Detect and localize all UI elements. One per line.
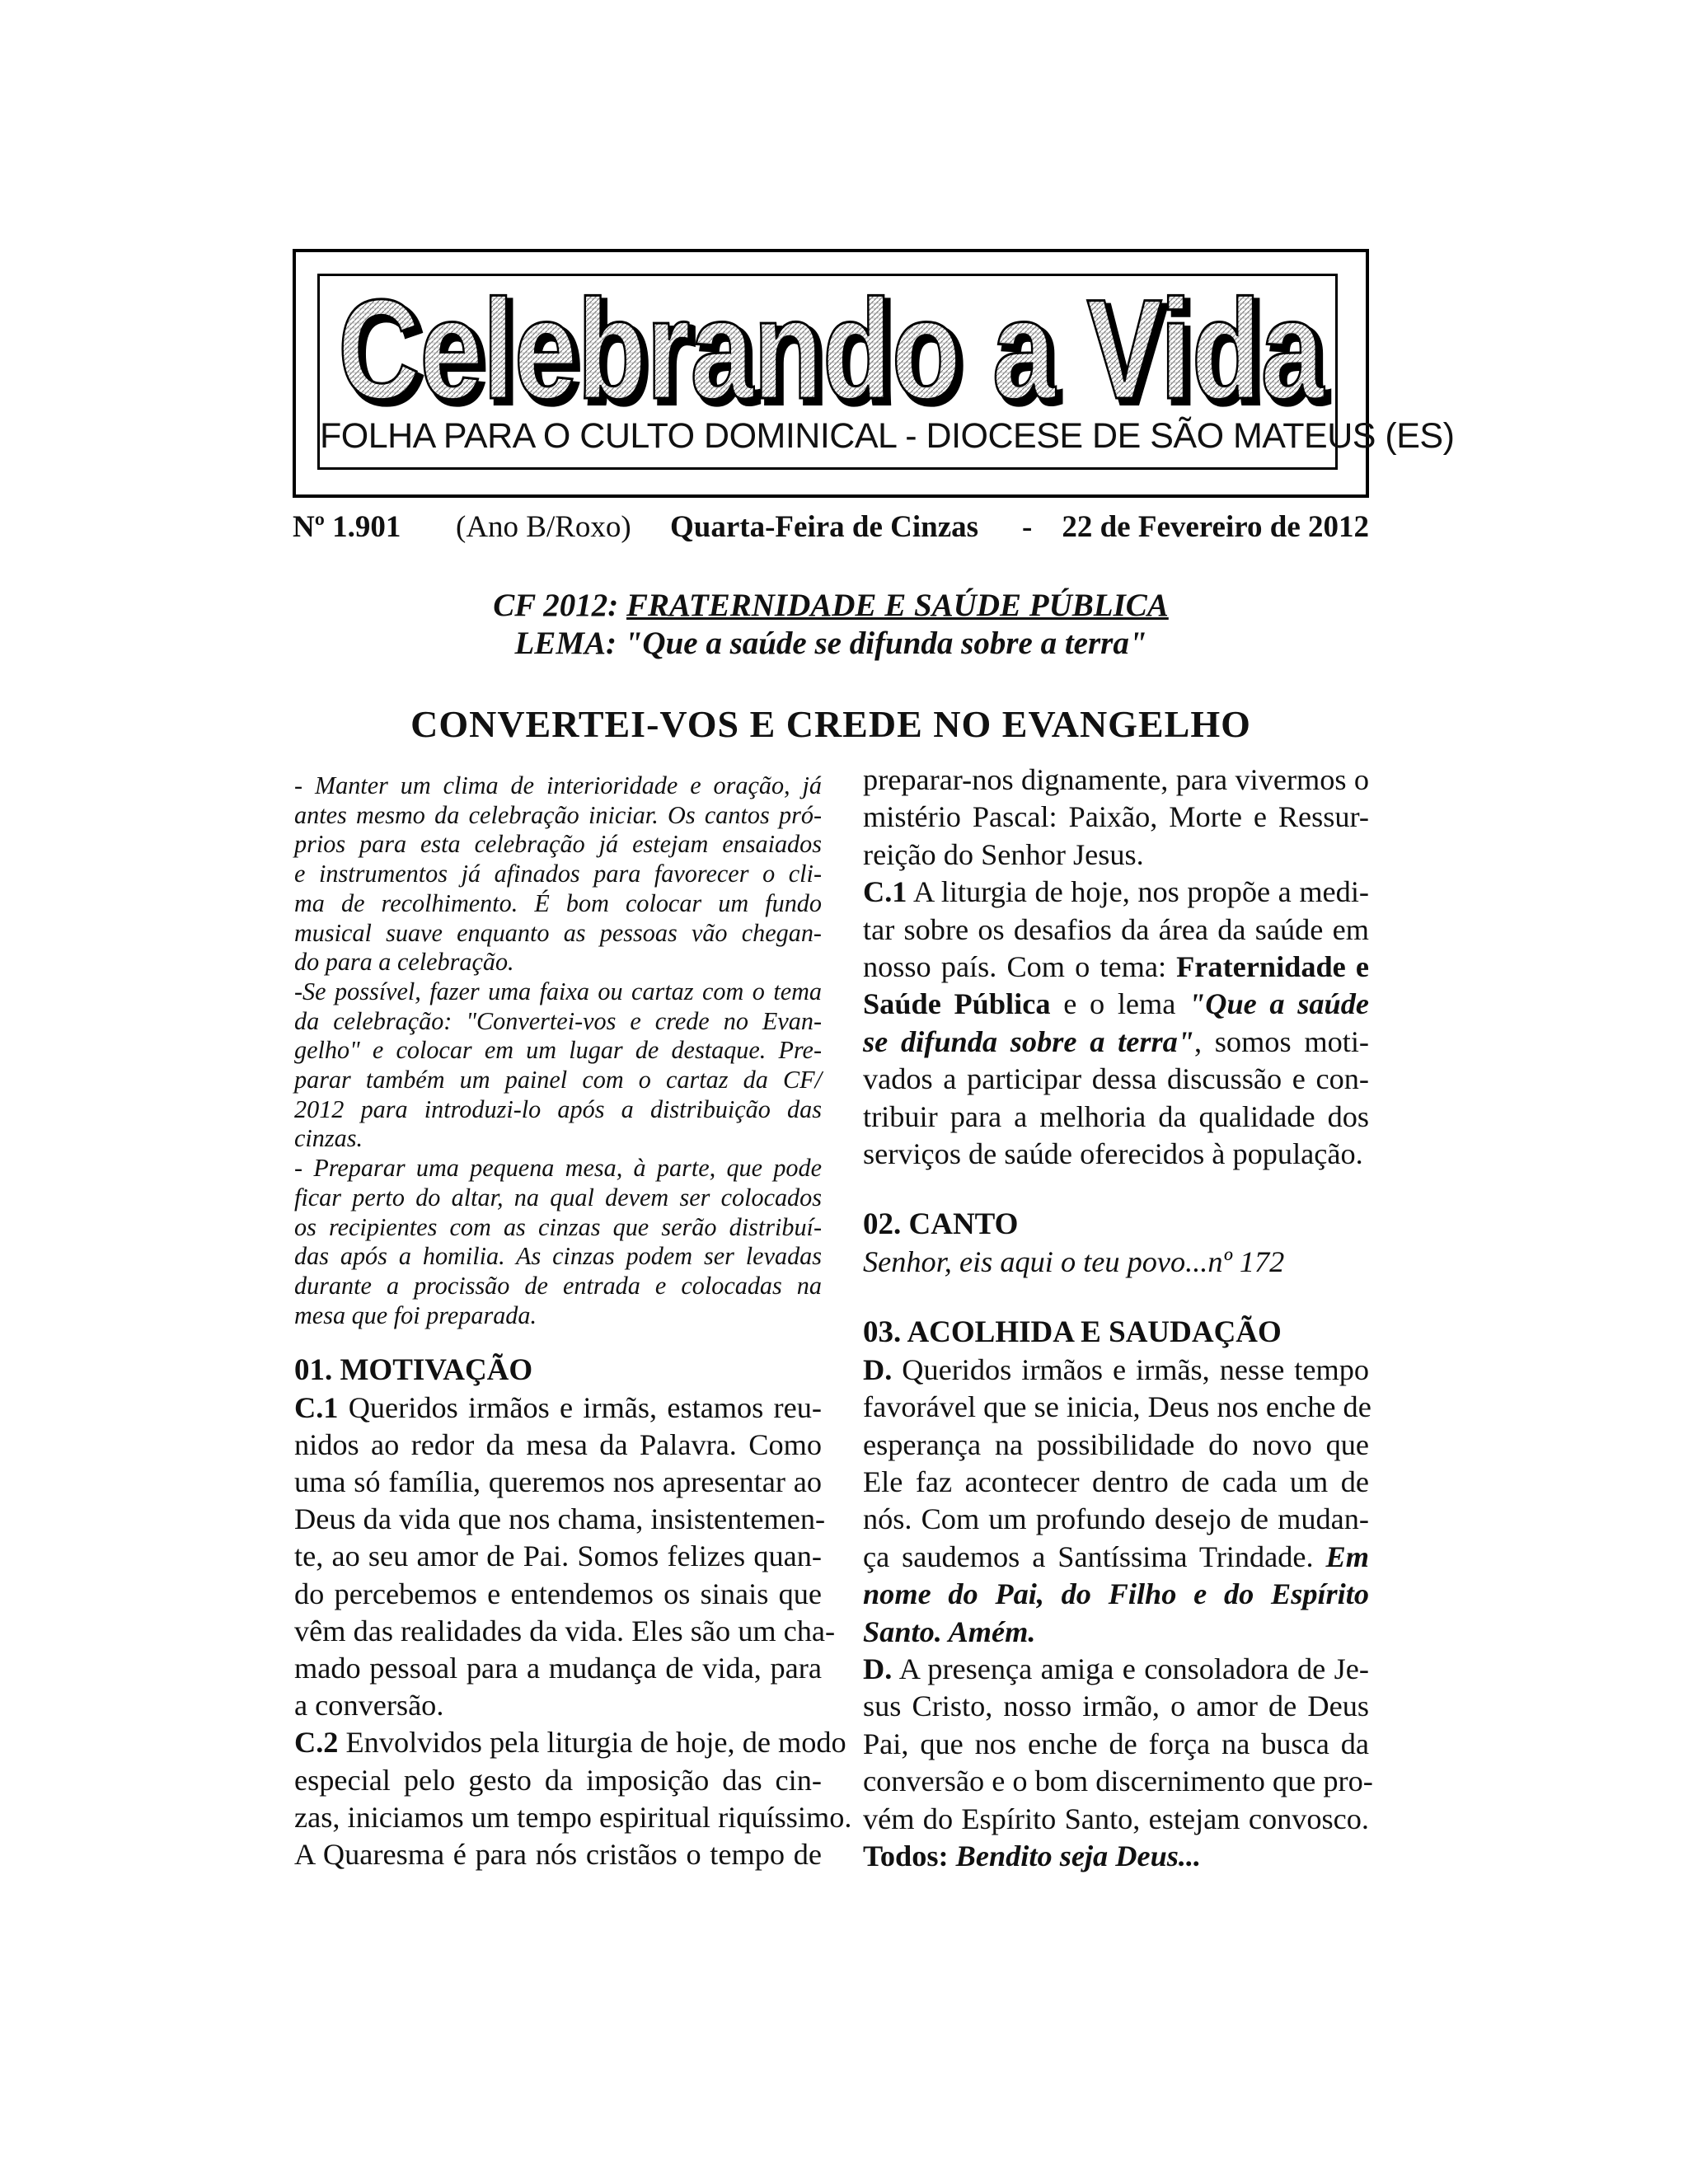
rubric-line: parar também um painel com o cartaz da CF/ — [294, 1066, 822, 1094]
paragraph-line: mado pessoal para a mudança de vida, para — [294, 1651, 822, 1685]
rubric-line: -Se possível, fazer uma faixa ou cartaz com o tema — [294, 977, 822, 1005]
paragraph-line — [863, 949, 1369, 986]
paragraph-line: esperança na possibilidade do novo que — [863, 1427, 1369, 1461]
campaign-motto: LEMA: "Que a saúde se difunda sobre a terra" — [514, 626, 1147, 661]
paragraph-line: especial pelo gesto da imposição das cin- — [294, 1763, 822, 1797]
issue-separator: - — [1022, 510, 1033, 544]
rubric-line: - Manter um clima de interioridade e oração, já — [294, 771, 822, 799]
theme-text: Saúde Pública — [863, 987, 1051, 1021]
paragraph-line: Pai, que nos enche de força na busca da — [863, 1727, 1369, 1760]
paragraph-line — [294, 1724, 846, 1761]
section-heading-motivacao: 01. MOTIVAÇÃO — [294, 1353, 533, 1388]
paragraph-line — [863, 874, 1369, 911]
paragraph-line — [863, 1539, 1369, 1576]
paragraph-line: vém do Espírito Santo, estejam convosco. — [863, 1802, 1369, 1835]
rubric-line: - Preparar uma pequena mesa, à parte, que pode — [294, 1154, 822, 1183]
paragraph-line: uma só família, queremos nos apresentar ao — [294, 1465, 822, 1498]
paragraph-text: A liturgia de hoje, nos propõe a medi- — [907, 875, 1369, 909]
song-reference: Senhor, eis aqui o teu povo...nº 172 — [863, 1244, 1285, 1278]
rubric-line: antes mesmo da celebração iniciar. Os cantos pró- — [294, 800, 822, 829]
paragraph-line: Ele faz acontecer dentro de cada um de — [863, 1465, 1369, 1498]
rubric-line: durante a procissão de entrada e colocadas na — [294, 1271, 822, 1300]
rubric-line: 2012 para introduzi-lo após a distribuição das — [294, 1094, 822, 1123]
paragraph-line: serviços de saúde oferecidos à população. — [863, 1137, 1363, 1171]
rubric-line: os recipientes com as cinzas que serão distribuí- — [294, 1212, 822, 1241]
paragraph-line: conversão e o bom discernimento que pro- — [863, 1765, 1373, 1798]
paragraph-line — [863, 1024, 1369, 1061]
liturgical-day: Quarta-Feira de Cinzas — [670, 510, 979, 544]
rubric-line: do para a celebração. — [294, 948, 514, 977]
rubric-line: gelho" e colocar em um lugar de destaque. Pre- — [294, 1036, 822, 1065]
paragraph-line: A Quaresma é para nós cristãos o tempo de — [294, 1838, 822, 1871]
paragraph-line — [294, 1390, 822, 1427]
paragraph-line: vêm das realidades da vida. Eles são um cha- — [294, 1614, 836, 1647]
page-title: CONVERTEI-VOS E CREDE NO EVANGELHO — [410, 703, 1251, 745]
paragraph-line: zas, iniciamos um tempo espiritual riquíssimo. — [294, 1800, 852, 1834]
motivacao-section — [294, 1352, 852, 1873]
paragraph-line: mistério Pascal: Paixão, Morte e Ressur- — [863, 800, 1369, 834]
section-heading-canto: 02. CANTO — [863, 1207, 1019, 1242]
rubric-line: ma de recolhimento. É bom colocar um fundo — [294, 888, 822, 917]
paragraph-line: reição do Senhor Jesus. — [863, 837, 1144, 871]
speaker-label: Todos: — [863, 1839, 949, 1872]
section-heading-acolhida: 03. ACOLHIDA E SAUDAÇÃO — [863, 1315, 1282, 1350]
paragraph-text: nosso país. Com o tema: — [863, 950, 1177, 984]
rubric-line: cinzas. — [294, 1124, 363, 1153]
masthead-title: Celebrando a Vida — [338, 281, 1325, 419]
paragraph-line: tar sobre os desafios da área da saúde em — [863, 912, 1369, 946]
paragraph-text: Queridos irmãos e irmãs, nesse tempo — [892, 1352, 1369, 1386]
paragraph-line — [863, 986, 1369, 1023]
paragraph-line: tribuir para a melhoria da qualidade dos — [863, 1099, 1369, 1133]
paragraph-text: Envolvidos pela liturgia de hoje, de modo — [338, 1726, 846, 1760]
theme-text: Fraternidade e — [1176, 950, 1369, 984]
trinitarian-formula: nome do Pai, do Filho e do Espírito — [863, 1577, 1369, 1611]
assembly-response — [863, 1838, 1369, 1875]
masthead-frame — [293, 249, 1455, 498]
motto-text: "Que a saúde — [1189, 987, 1369, 1021]
paragraph-line: Deus da vida que nos chama, insistentemen- — [294, 1502, 826, 1536]
masthead-title-art — [320, 281, 1342, 419]
campaign-line — [293, 587, 1369, 624]
rubric-line: das após a homilia. As cinzas podem ser levadas — [294, 1242, 822, 1271]
speaker-label: C.1 — [863, 875, 907, 909]
speaker-label: D. — [863, 1652, 893, 1685]
liturgical-year: (Ano B/Roxo) — [456, 510, 631, 544]
issue-line — [293, 509, 1369, 551]
paragraph-text: Queridos irmãos e irmãs, estamos reu- — [338, 1390, 822, 1424]
paragraph-text: A presença amiga e consoladora de Je- — [892, 1652, 1369, 1685]
trinitarian-formula: Em — [1325, 1540, 1369, 1573]
issue-date: 22 de Fevereiro de 2012 — [1062, 510, 1369, 544]
paragraph-line: nidos ao redor da mesa da Palavra. Como — [294, 1427, 822, 1461]
masthead-subtitle: FOLHA PARA O CULTO DOMINICAL - DIOCESE DE SÃO MATEUS (ES) — [320, 416, 1455, 456]
rubric-line: prios para esta celebração já estejam ensaiados — [294, 830, 822, 859]
paragraph-line: te, ao seu amor de Pai. Somos felizes quan- — [294, 1540, 822, 1573]
paragraph-line: vados a participar dessa discussão e con- — [863, 1062, 1369, 1096]
rubric-line: da celebração: "Convertei-vos e crede no Evan- — [294, 1006, 822, 1035]
speaker-label: C.2 — [294, 1726, 339, 1760]
motto-text: se difunda sobre a terra" — [863, 1024, 1194, 1058]
trinitarian-formula: Santo. Amém. — [863, 1615, 1036, 1648]
campaign-prefix: CF 2012: — [493, 588, 619, 623]
speaker-label: D. — [863, 1352, 893, 1386]
masthead-title-shadow: Celebrando a Vida — [343, 281, 1330, 419]
left-column — [294, 771, 852, 1873]
rubric-block — [294, 771, 822, 1330]
rubric-line: e instrumentos já afinados para favorecer o cli- — [294, 860, 822, 888]
paragraph-line — [863, 1651, 1369, 1688]
masthead-inner-frame — [317, 274, 1455, 470]
rubric-line: mesa que foi preparada. — [294, 1301, 537, 1329]
campaign-theme: FRATERNIDADE E SAÚDE PÚBLICA — [626, 588, 1169, 623]
paragraph-line: nós. Com um profundo desejo de mudan- — [863, 1502, 1369, 1536]
issue-number: Nº 1.901 — [293, 510, 401, 544]
paragraph-line: favorável que se inicia, Deus nos enche de — [863, 1390, 1372, 1424]
paragraph-line: preparar-nos dignamente, para vivermos o — [863, 763, 1369, 796]
paragraph-text: , somos moti- — [1193, 1024, 1370, 1058]
paragraph-line: a conversão. — [294, 1689, 444, 1722]
paragraph-text: ça saudemos a Santíssima Trindade. — [863, 1540, 1326, 1573]
canto-section — [863, 1206, 1369, 1281]
paragraph-line — [863, 1352, 1369, 1389]
rubric-line: musical suave enquanto as pessoas vão chegan- — [294, 918, 822, 947]
acolhida-section — [863, 1314, 1373, 1875]
paragraph-line: sus Cristo, nosso irmão, o amor de Deus — [863, 1690, 1369, 1723]
paragraph-line: do percebemos e entendemos os sinais que — [294, 1577, 822, 1610]
rubric-line: ficar perto do altar, na qual devem ser colocados — [294, 1183, 822, 1212]
paragraph-text: e o lema — [1050, 987, 1189, 1021]
speaker-label: C.1 — [294, 1390, 339, 1424]
response-text: Bendito seja Deus... — [948, 1839, 1202, 1872]
right-column — [863, 762, 1373, 1875]
